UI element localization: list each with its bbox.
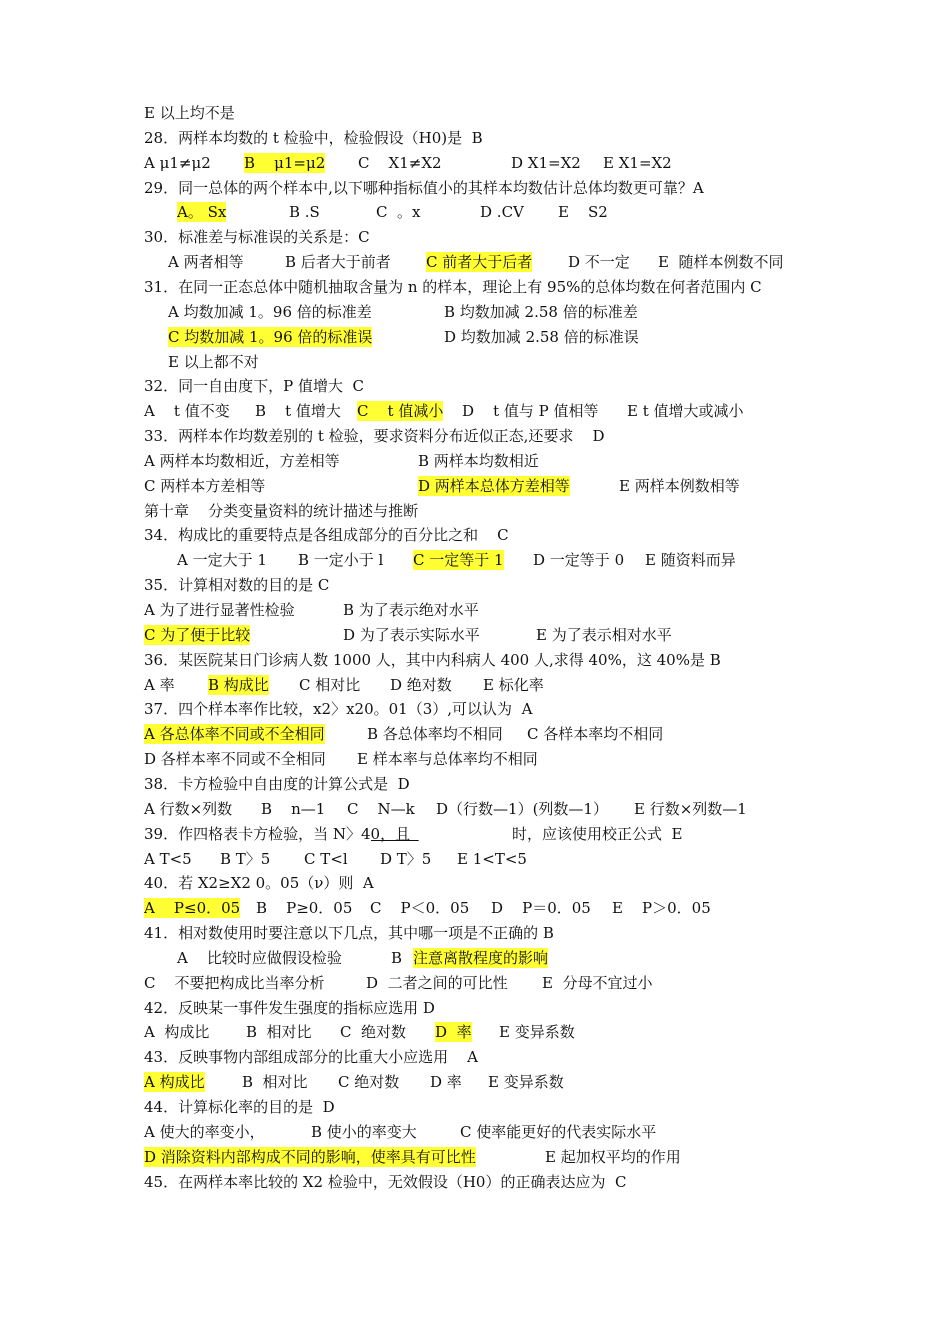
blank-underline [371, 824, 419, 844]
text-line [0, 277, 950, 301]
text-line [0, 302, 950, 326]
text-segment: E P＞0．05 [612, 899, 711, 918]
text-segment: D t 值与 P 值相等 [462, 402, 599, 421]
text-segment: E 样本率与总体率均不相同 [357, 750, 538, 769]
text-line [0, 476, 950, 500]
text-line [0, 675, 950, 699]
text-segment: A 一定大于 1 [177, 551, 267, 570]
text-line [0, 600, 950, 624]
text-segment: A T<5 [144, 849, 192, 868]
text-segment: C 相对比 [299, 675, 361, 694]
text-segment: D P＝0．05 [491, 899, 591, 918]
text-segment: A 率 [144, 675, 175, 694]
text-segment: E 两样本例数相等 [619, 476, 740, 495]
text-segment: E X1=X2 [603, 153, 672, 172]
text-segment: E 以上都不对 [168, 352, 259, 371]
text-line [0, 103, 950, 127]
text-segment: 时，应该使用校正公式 E [512, 824, 683, 843]
highlighted-answer: A。 Sx [177, 203, 227, 222]
text-segment: E 为了表示相对水平 [536, 625, 672, 644]
text-segment: B 相对比 [242, 1073, 308, 1092]
text-line [0, 948, 950, 972]
text-line [0, 849, 950, 873]
text-segment: 32．同一自由度下，P 值增大 C [144, 377, 364, 396]
highlighted-answer: C 均数加减 1。96 倍的标准误 [168, 327, 373, 346]
text-line [0, 873, 950, 897]
text-line [0, 1022, 950, 1046]
text-line [0, 1097, 950, 1121]
text-segment: E 分母不宜过小 [542, 973, 653, 992]
text-line [0, 625, 950, 649]
text-segment: 43．反映事物内部组成部分的比重大小应选用 A [144, 1048, 478, 1067]
text-segment: D 各样本率不同或不全相同 [144, 750, 326, 769]
text-line [0, 923, 950, 947]
text-segment: E S2 [558, 203, 608, 222]
text-segment: D（行数—1）(列数—1） [436, 799, 608, 818]
text-segment: 28．两样本均数的 t 检验中，检验假设（H0)是 B [144, 128, 483, 147]
text-segment: C 绝对数 [338, 1073, 400, 1092]
text-line [0, 1047, 950, 1071]
text-segment: C 不要把构成比当率分析 [144, 973, 325, 992]
text-line [0, 178, 950, 202]
highlighted-answer: C 为了便于比较 [144, 625, 251, 644]
text-line [0, 799, 950, 823]
text-segment: C N—k [347, 799, 415, 818]
highlighted-answer: C 前者大于后者 [426, 253, 533, 272]
text-segment: E 随样本例数不同 [658, 253, 784, 272]
text-segment: A 行数×列数 [144, 799, 233, 818]
text-segment: 40．若 X2≥X2 0。05（ν）则 A [144, 874, 374, 893]
text-segment: B 为了表示绝对水平 [343, 601, 479, 619]
text-line [0, 998, 950, 1022]
text-line [0, 749, 950, 773]
text-segment: A 构成比 [144, 1023, 210, 1042]
text-line [0, 1172, 950, 1196]
text-segment: 34．构成比的重要特点是各组成部分的百分比之和 C [144, 526, 509, 545]
text-segment: C 绝对数 [340, 1023, 407, 1042]
text-segment: 45．在两样本率比较的 X2 检验中，无效假设（H0）的正确表达应为 C [144, 1172, 627, 1191]
text-segment: D T〉5 [380, 849, 432, 868]
text-segment: A 两者相等 [168, 253, 244, 272]
text-segment: B P≥0．05 [256, 899, 353, 918]
text-segment: A 两样本均数相近，方差相等 [144, 451, 340, 470]
text-segment: A 为了进行显著性检验 [144, 601, 295, 619]
text-segment: B 两样本均数相近 [418, 451, 539, 470]
text-line [0, 699, 950, 723]
text-line [0, 128, 950, 152]
text-line [0, 774, 950, 798]
text-segment: B T〉5 [220, 849, 271, 868]
text-line [0, 898, 950, 922]
text-segment: B 后者大于前者 [285, 253, 391, 272]
text-segment: B .S [289, 203, 320, 222]
text-segment: C 。x [376, 203, 421, 222]
highlighted-answer: D 两样本总体方差相等 [418, 476, 570, 495]
text-segment: 36．某医院某日门诊病人数 1000 人，其中内科病人 400 人,求得 40%，这 40%是 B [144, 650, 721, 669]
text-line [0, 724, 950, 748]
text-segment: D 均数加减 2.58 倍的标准误 [444, 327, 639, 346]
text-segment: A μ1≠μ2 [144, 153, 211, 172]
text-line [0, 327, 950, 351]
text-segment: 41．相对数使用时要注意以下几点，其中哪一项是不正确的 B [144, 924, 554, 943]
text-segment: E 以上均不是 [144, 104, 235, 122]
text-segment: B 相对比 [246, 1023, 312, 1042]
text-segment: A 使大的率变小， [144, 1122, 265, 1141]
highlighted-answer: D 消除资料内部构成不同的影响，使率具有可比性 [144, 1147, 476, 1166]
highlighted-answer: C t 值减小 [357, 402, 444, 421]
text-segment: 31．在同一正态总体中随机抽取含量为 n 的样本，理论上有 95%的总体均数在何者范围内 C [144, 277, 762, 296]
text-line [0, 1147, 950, 1171]
highlighted-answer: A 各总体率不同或不全相同 [144, 725, 325, 744]
text-segment: B n—1 [261, 799, 326, 818]
text-segment: D .CV [480, 203, 524, 222]
text-segment: B 一定小于 l [298, 551, 384, 570]
text-segment: 39．作四格表卡方检验，当 N〉40，且 [144, 824, 411, 843]
text-segment: A 均数加减 1。96 倍的标准差 [168, 302, 372, 321]
text-segment: D 二者之间的可比性 [366, 973, 508, 992]
text-segment: D 为了表示实际水平 [343, 625, 480, 644]
text-segment: 30．标准差与标准误的关系是：C [144, 228, 370, 247]
text-line [0, 550, 950, 574]
text-segment: 第十章 分类变量资料的统计描述与推断 [144, 501, 419, 520]
text-line [0, 525, 950, 549]
text-segment: E 变异系数 [499, 1023, 575, 1042]
text-line [0, 401, 950, 425]
text-segment: D X1=X2 [511, 153, 581, 172]
text-segment: C 使率能更好的代表实际水平 [460, 1122, 657, 1141]
highlighted-answer: C 一定等于 1 [413, 551, 504, 570]
text-line [0, 973, 950, 997]
text-segment: B 使小的率变大 [311, 1122, 417, 1141]
text-segment: B 均数加减 2.58 倍的标准差 [444, 302, 638, 321]
text-line [0, 153, 950, 177]
text-segment: A t 值不变 [144, 402, 230, 421]
text-segment: D 率 [430, 1073, 462, 1092]
text-segment: C P＜0．05 [370, 899, 470, 918]
text-segment: C T<l [304, 849, 348, 868]
text-line [0, 376, 950, 400]
text-line [0, 1072, 950, 1096]
text-segment: B [391, 948, 403, 967]
text-line [0, 501, 950, 525]
text-segment: B 各总体率均不相同 [367, 725, 503, 744]
text-segment: E 标化率 [483, 675, 544, 694]
text-segment: E 起加权平均的作用 [545, 1147, 681, 1166]
text-line [0, 451, 950, 475]
highlighted-answer: A P≤0．05 [144, 899, 241, 918]
text-line [0, 202, 950, 226]
highlighted-answer: D 率 [435, 1023, 472, 1042]
text-segment: A 比较时应做假设检验 [177, 948, 342, 967]
text-segment: 44．计算标化率的目的是 D [144, 1098, 335, 1116]
text-line [0, 352, 950, 376]
text-segment: E 变异系数 [488, 1073, 564, 1092]
text-segment: C 各样本率均不相同 [527, 725, 664, 744]
text-segment: 37．四个样本率作比较，x2〉x20。01（3）,可以认为 A [144, 700, 533, 719]
text-segment: 35．计算相对数的目的是 C [144, 576, 330, 595]
text-segment: C X1≠X2 [358, 153, 442, 172]
text-segment: D 绝对数 [390, 675, 452, 694]
highlighted-answer: 注意离散程度的影响 [413, 948, 549, 967]
text-line [0, 252, 950, 276]
text-segment: E 1<T<5 [457, 849, 527, 868]
text-line [0, 227, 950, 251]
text-segment: 38．卡方检验中自由度的计算公式是 D [144, 774, 410, 793]
highlighted-answer: B μ1=μ2 [244, 153, 326, 172]
text-segment: B t 值增大 [255, 402, 341, 421]
text-line [0, 575, 950, 599]
text-segment: C 两样本方差相等 [144, 476, 266, 495]
text-line [0, 426, 950, 450]
text-line [0, 650, 950, 674]
text-segment: 29．同一总体的两个样本中,以下哪种指标值小的其样本均数估计总体均数更可靠？A [144, 178, 704, 197]
text-segment: 42．反映某一事件发生强度的指标应选用 D [144, 998, 435, 1017]
text-segment: E 行数×列数—1 [634, 799, 747, 818]
text-segment: E 随资料而异 [645, 551, 736, 570]
highlighted-answer: B 构成比 [208, 675, 269, 694]
text-line [0, 1122, 950, 1146]
highlighted-answer: A 构成比 [144, 1073, 205, 1092]
text-segment: E t 值增大或减小 [627, 402, 744, 421]
text-segment: D 不一定 [568, 253, 630, 272]
text-line [0, 824, 950, 848]
text-segment: D 一定等于 0 [533, 551, 625, 570]
text-segment: 33．两样本作均数差别的 t 检验，要求资料分布近似正态,还要求 D [144, 427, 605, 446]
